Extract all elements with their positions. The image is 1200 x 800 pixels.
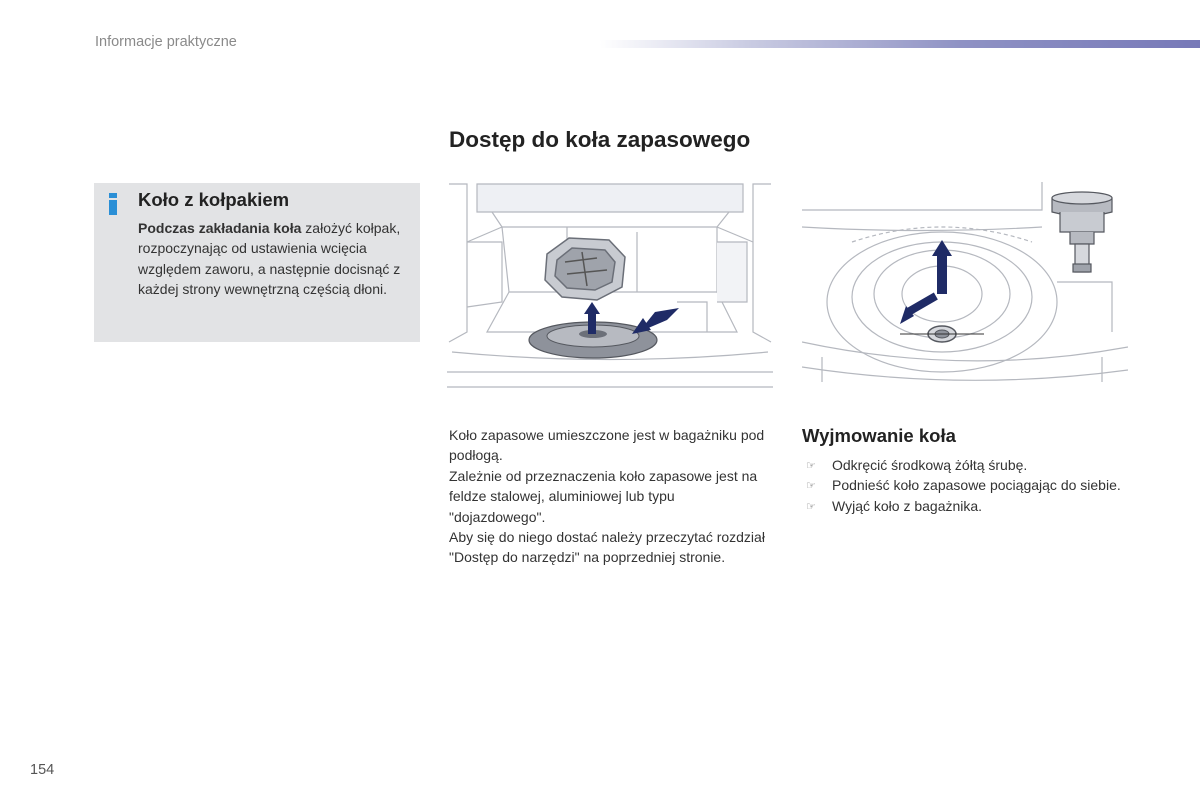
wheel-well-illustration: [802, 182, 1128, 392]
info-text-rest: założyć kołpak, rozpoczynając od ustawienia wcięcia względem zaworu, a następnie docisnąć z każdej strony wewnętrzną częścią dłoni.: [138, 220, 401, 298]
info-text-bold: Podczas zakładania koła: [138, 220, 302, 236]
pointing-hand-icon: ☞: [806, 460, 816, 472]
step-text: Podnieść koło zapasowe pociągając do siebie.: [832, 477, 1121, 494]
page-title: Dostęp do koła zapasowego: [449, 127, 751, 152]
section-header: Informacje praktyczne: [95, 34, 237, 50]
trunk-illustration: [447, 182, 773, 400]
list-item: [806, 475, 1126, 495]
pointing-hand-icon: ☞: [806, 500, 816, 513]
body-paragraph: Aby się do niego dostać należy przeczytać rozdział "Dostęp do narzędzi" na poprzedniej stronie.: [449, 529, 765, 566]
removal-heading: Wyjmowanie koła: [802, 425, 956, 446]
step-text: Wyjąć koło z bagażnika.: [832, 497, 983, 514]
body-text: [449, 425, 769, 568]
pointing-hand-icon: ☞: [806, 480, 816, 493]
page-number: 154: [30, 762, 55, 778]
list-item: [806, 496, 1126, 516]
step-text: Odkręcić środkową żółtą śrubę.: [832, 457, 1028, 473]
info-text: [138, 218, 408, 300]
list-item: [806, 455, 1126, 475]
header-gradient-bar: [600, 40, 1200, 48]
removal-steps: [806, 455, 1126, 516]
info-box: [94, 183, 420, 342]
body-paragraph: Koło zapasowe umieszczone jest w bagażniku pod podłogą.: [449, 427, 765, 464]
info-icon: [108, 193, 118, 215]
body-paragraph: Zależnie od przeznaczenia koło zapasowe jest na feldze stalowej, aluminiowej lub typu "dojazdowego".: [449, 467, 758, 525]
info-heading: Koło z kołpakiem: [138, 189, 290, 210]
